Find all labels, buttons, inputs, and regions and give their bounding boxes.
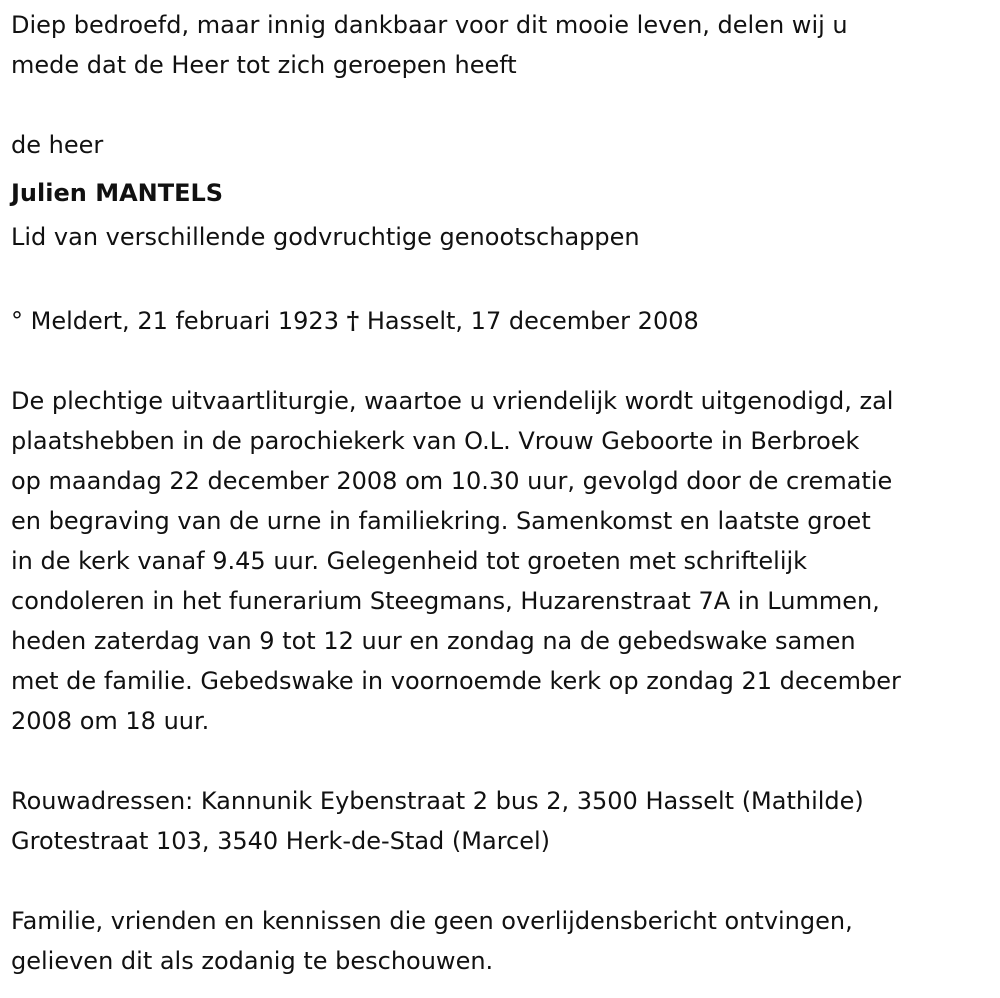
intro-line-1: Diep bedroefd, maar innig dankbaar voor dit mooie leven, delen wij u — [11, 11, 848, 39]
life-dates — [11, 301, 996, 341]
birth-symbol: ° — [11, 307, 23, 335]
ceremony-line-5: in de kerk vanaf 9.45 uur. Gelegenheid tot groeten met schriftelijk — [11, 547, 808, 575]
ceremony-line-1: De plechtige uitvaartliturgie, waartoe u vriendelijk wordt uitgenodigd, zal — [11, 387, 894, 415]
spacer — [11, 341, 996, 381]
ceremony-line-9: 2008 om 18 uur. — [11, 707, 210, 735]
deceased-name: Julien MANTELS — [11, 179, 224, 207]
spacer — [11, 261, 996, 301]
cross-icon: † — [346, 306, 360, 335]
ceremony-line-3: op maandag 22 december 2008 om 10.30 uur, gevolgd door de crematie — [11, 467, 893, 495]
closing-line-2: gelieven dit als zodanig te beschouwen. — [11, 947, 494, 975]
address-line-1: Rouwadressen: Kannunik Eybenstraat 2 bus 2, 3500 Hasselt (Mathilde) — [11, 787, 864, 815]
ceremony-line-6: condoleren in het funerarium Steegmans, Huzarenstraat 7A in Lummen, — [11, 587, 880, 615]
intro-line-2: mede dat de Heer tot zich geroepen heeft — [11, 51, 517, 79]
ceremony-line-2: plaatshebben in de parochiekerk van O.L. Vrouw Geboorte in Berbroek — [11, 427, 860, 455]
ceremony-line-8: met de familie. Gebedswake in voornoemde kerk op zondag 21 december — [11, 667, 901, 695]
obituary-notice — [11, 5, 996, 981]
birth-text: Meldert, 21 februari 1923 — [30, 307, 339, 335]
death-text: Hasselt, 17 december 2008 — [366, 307, 699, 335]
ceremony-line-7: heden zaterdag van 9 tot 12 uur en zondag na de gebedswake samen — [11, 627, 856, 655]
spacer — [11, 85, 996, 125]
spacer — [11, 861, 996, 901]
title-prefix: de heer — [11, 131, 104, 159]
description: Lid van verschillende godvruchtige genootschappen — [11, 223, 640, 251]
ceremony-line-4: en begraving van de urne in familiekring. Samenkomst en laatste groet — [11, 507, 871, 535]
address-line-2: Grotestraat 103, 3540 Herk-de-Stad (Marcel) — [11, 827, 551, 855]
closing-line-1: Familie, vrienden en kennissen die geen overlijdensbericht ontvingen, — [11, 907, 853, 935]
spacer — [11, 741, 996, 781]
